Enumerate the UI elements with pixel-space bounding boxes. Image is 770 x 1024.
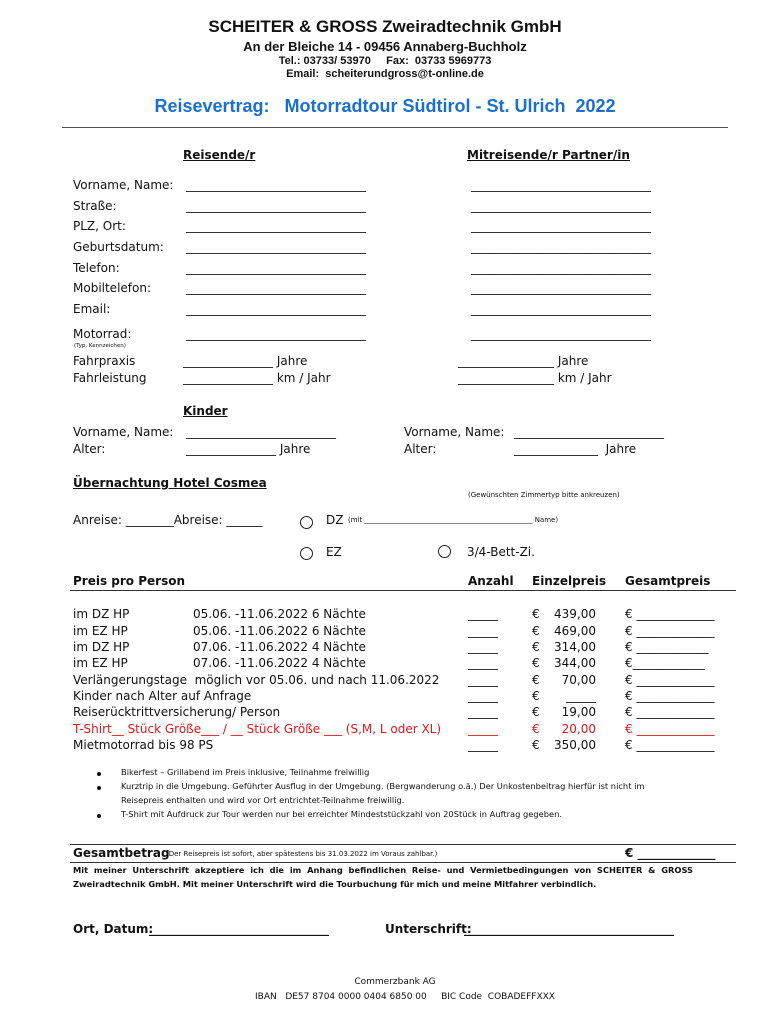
fahrpraxis-label: Fahrpraxis	[73, 354, 136, 368]
price-row-total-field[interactable]: €____________	[625, 656, 705, 670]
bullet-text: Reisepreis enthalten und wird vor Ort entrichtet-Teilnahme freiwillig.	[121, 795, 405, 805]
child2-name-label: Vorname, Name:	[404, 425, 505, 439]
traveler-field-label: Motorrad:	[73, 327, 132, 341]
traveler-field-label: PLZ, Ort:	[73, 219, 126, 233]
partner-input-line[interactable]: ______________________________	[471, 240, 651, 254]
motorrad-note: (Typ, Kennzeichen)	[74, 343, 126, 349]
total-bottom-rule	[70, 862, 736, 863]
child1-alter-field[interactable]: _______________ Jahre	[186, 442, 311, 456]
traveler-field-label: Email:	[73, 302, 111, 316]
price-row-currency: €	[532, 656, 540, 670]
traveler-input-line[interactable]: ______________________________	[186, 261, 366, 275]
price-row-total-field[interactable]: € _____________	[625, 722, 715, 736]
partner-input-line[interactable]: ______________________________	[471, 261, 651, 275]
arrival-departure-field[interactable]: Anreise: ________Abreise: ______	[73, 513, 263, 527]
price-row-total-field[interactable]: € _____________	[625, 673, 715, 687]
price-row-quantity-field[interactable]: _____	[468, 640, 498, 654]
partner-input-line[interactable]: ______________________________	[471, 178, 651, 192]
price-header-rule	[70, 590, 736, 591]
partner-heading: Mitreisende/r Partner/in	[467, 148, 630, 162]
price-row-total-field[interactable]: € _____________	[625, 689, 715, 703]
children-heading: Kinder	[183, 404, 228, 418]
price-row-label: im EZ HP	[73, 656, 128, 670]
price-row-currency: €	[532, 722, 540, 736]
price-row-quantity-field[interactable]: _____	[468, 722, 498, 736]
ez-radio[interactable]	[300, 547, 313, 560]
price-row-label: im DZ HP	[73, 607, 130, 621]
price-row-currency: €	[532, 640, 540, 654]
bullet-text: Kurztrip in die Umgebung. Geführter Ausflug in der Umgebung. (Bergwanderung o.ä.) Der Unkostenbeitrag hierfür ist nicht im	[121, 781, 645, 791]
place-date-label: Ort, Datum:	[73, 922, 154, 936]
header-divider	[62, 127, 728, 128]
price-row-unit-price: 439,00	[554, 607, 596, 621]
price-row-label: im DZ HP	[73, 640, 130, 654]
price-row-unit-price: 20,00	[561, 722, 596, 736]
partner-input-line[interactable]: ______________________________	[471, 302, 651, 316]
child2-alter-field[interactable]: ______________ Jahre	[514, 442, 637, 456]
price-row-unit-price: 70,00	[561, 673, 596, 687]
fahrleistung-label: Fahrleistung	[73, 371, 147, 385]
traveler-input-line[interactable]: ______________________________	[186, 302, 366, 316]
ez-label: EZ	[326, 545, 342, 559]
dz-radio[interactable]	[300, 516, 313, 529]
partner-input-line[interactable]: ______________________________	[471, 281, 651, 295]
price-row-total-field[interactable]: € _____________	[625, 705, 715, 719]
footer-iban: IBAN DE57 8704 0000 0404 6850 00 BIC Code COBADEFFXXX	[255, 992, 555, 1002]
traveler-field-label: Telefon:	[73, 261, 120, 275]
total-payment-note: (Der Reisepreis ist sofort, aber spätestens bis 31.03.2022 im Voraus zahlbar.)	[166, 850, 438, 858]
dz-label: DZ	[326, 513, 344, 527]
partner-input-line[interactable]: ______________________________	[471, 199, 651, 213]
company-name: SCHEITER & GROSS Zweiradtechnik GmbH	[208, 17, 562, 36]
price-row-unit-price: 19,00	[561, 705, 596, 719]
price-row-label: Reiserücktrittversicherung/ Person	[73, 705, 281, 719]
traveler-field-label: Straße:	[73, 199, 117, 213]
fahrleistung-field-partner[interactable]: ________________ km / Jahr	[458, 371, 612, 385]
fahrpraxis-field-traveler[interactable]: _______________ Jahre	[183, 354, 308, 368]
price-row-label: Kinder nach Alter auf Anfrage	[73, 689, 252, 703]
three-quarter-bed-radio[interactable]	[438, 545, 451, 558]
price-row-unit-price: 344,00	[554, 656, 596, 670]
price-row-quantity-field[interactable]: _____	[468, 738, 498, 752]
traveler-heading: Reisende/r	[183, 148, 256, 162]
price-row-currency: €	[532, 738, 540, 752]
price-row-quantity-field[interactable]: _____	[468, 673, 498, 687]
signature-field[interactable]: ___________________________________	[464, 922, 674, 936]
child1-alter-label: Alter:	[73, 442, 106, 456]
price-header-gesamtpreis: Gesamtpreis	[625, 574, 711, 588]
bullet-icon	[97, 814, 101, 818]
company-address: An der Bleiche 14 - 09456 Annaberg-Buchholz	[243, 39, 527, 54]
partner-input-line[interactable]: ______________________________	[471, 219, 651, 233]
price-header-einzelpreis: Einzelpreis	[532, 574, 606, 588]
total-top-rule	[70, 844, 736, 845]
price-row-label: Mietmotorrad bis 98 PS	[73, 738, 214, 752]
price-row-quantity-field[interactable]: _____	[468, 689, 498, 703]
document-title: Reisevertrag: Motorradtour Südtirol - St. Ulrich 2022	[154, 96, 616, 116]
traveler-input-line[interactable]: ______________________________	[186, 240, 366, 254]
fahrpraxis-field-partner[interactable]: ________________ Jahre	[458, 354, 589, 368]
traveler-input-line[interactable]: ______________________________	[186, 199, 366, 213]
signature-label: Unterschrift:	[385, 922, 472, 936]
price-row-unit-price: 469,00	[554, 624, 596, 638]
bullet-icon	[97, 786, 101, 790]
price-row-total-field[interactable]: € _____________	[625, 624, 715, 638]
price-row-total-field[interactable]: € ____________	[625, 640, 709, 654]
price-row-dates: 05.06. -11.06.2022 6 Nächte	[193, 607, 366, 621]
child1-name-field[interactable]: _________________________	[186, 425, 336, 439]
price-row-dates: 07.06. -11.06.2022 4 Nächte	[193, 640, 366, 654]
price-row-quantity-field[interactable]: _____	[468, 624, 498, 638]
traveler-input-line[interactable]: ______________________________	[186, 281, 366, 295]
hotel-heading: Übernachtung Hotel Cosmea	[73, 476, 267, 490]
total-label: Gesamtbetrag	[73, 846, 170, 860]
price-row-dates: 05.06. -11.06.2022 6 Nächte	[193, 624, 366, 638]
price-row-unit-price: 314,00	[554, 640, 596, 654]
price-header-label: Preis pro Person	[73, 574, 185, 588]
price-row-quantity-field[interactable]: _____	[468, 607, 498, 621]
price-row-currency: €	[532, 689, 540, 703]
hotel-room-note: (Gewünschten Zimmertyp bitte ankreuzen)	[468, 491, 620, 499]
traveler-field-label: Mobiltelefon:	[73, 281, 151, 295]
bullet-text: Bikerfest – Grillabend im Preis inklusive, Teilnahme freiwillig	[121, 767, 370, 777]
place-date-field[interactable]: ______________________________	[149, 922, 329, 936]
price-row-total-field[interactable]: € _____________	[625, 607, 715, 621]
child1-name-label: Vorname, Name:	[73, 425, 174, 439]
bullet-text: T-Shirt mit Aufdruck zur Tour werden nur bei erreichter Mindeststückzahl von 20Stück in Auftrag gegeben.	[121, 809, 563, 819]
price-row-currency: €	[532, 607, 540, 621]
traveler-field-label: Geburtsdatum:	[73, 240, 164, 254]
traveler-input-line[interactable]: ______________________________	[186, 178, 366, 192]
price-row-total-field[interactable]: € _____________	[625, 738, 715, 752]
child2-alter-label: Alter:	[404, 442, 437, 456]
price-header-anzahl: Anzahl	[468, 574, 514, 588]
bullet-icon	[97, 772, 101, 776]
price-row-quantity-field[interactable]: _____	[468, 656, 498, 670]
total-amount-field[interactable]: € _____________	[625, 846, 716, 860]
price-row-currency: €	[532, 705, 540, 719]
price-row-quantity-field[interactable]: _____	[468, 705, 498, 719]
price-row-unit-price: _____	[566, 689, 596, 703]
traveler-input-line[interactable]: ______________________________	[186, 327, 366, 341]
price-row-currency: €	[532, 673, 540, 687]
price-row-label: im EZ HP	[73, 624, 128, 638]
price-row-dates: 07.06. -11.06.2022 4 Nächte	[193, 656, 366, 670]
price-row-currency: €	[532, 624, 540, 638]
traveler-input-line[interactable]: ______________________________	[186, 219, 366, 233]
dz-partner-name-field[interactable]: (mit ________________________________________________ Name)	[348, 516, 559, 524]
company-email: Email: scheiterundgross@t-online.de	[286, 68, 484, 80]
partner-input-line[interactable]: ______________________________	[471, 327, 651, 341]
company-phone-fax: Tel.: 03733/ 53970 Fax: 03733 5969773	[278, 55, 492, 67]
price-row-unit-price: 350,00	[554, 738, 596, 752]
agreement-line-1: Mit meiner Unterschrift akzeptiere ich die im Anhang befindlichen Reise- und Vermietbedingungen von SCHEITER & GROSS	[73, 865, 694, 875]
price-row-label: T-Shirt__ Stück Größe___ / __ Stück Größe ___ (S,M, L oder XL)	[73, 722, 442, 736]
fahrleistung-field-traveler[interactable]: _______________ km / Jahr	[183, 371, 331, 385]
traveler-field-label: Vorname, Name:	[73, 178, 174, 192]
price-row-label: Verlängerungstage möglich vor 05.06. und nach 11.06.2022	[73, 673, 440, 687]
three-quarter-bed-label: 3/4-Bett-Zi.	[467, 545, 535, 559]
footer-bank: Commerzbank AG	[354, 977, 436, 987]
child2-name-field[interactable]: _________________________	[514, 425, 664, 439]
agreement-line-2: Zweiradtechnik GmbH. Mit meiner Unterschrift wird die Tourbuchung für mich und meine Mitfahrer verbindlich.	[73, 879, 597, 889]
